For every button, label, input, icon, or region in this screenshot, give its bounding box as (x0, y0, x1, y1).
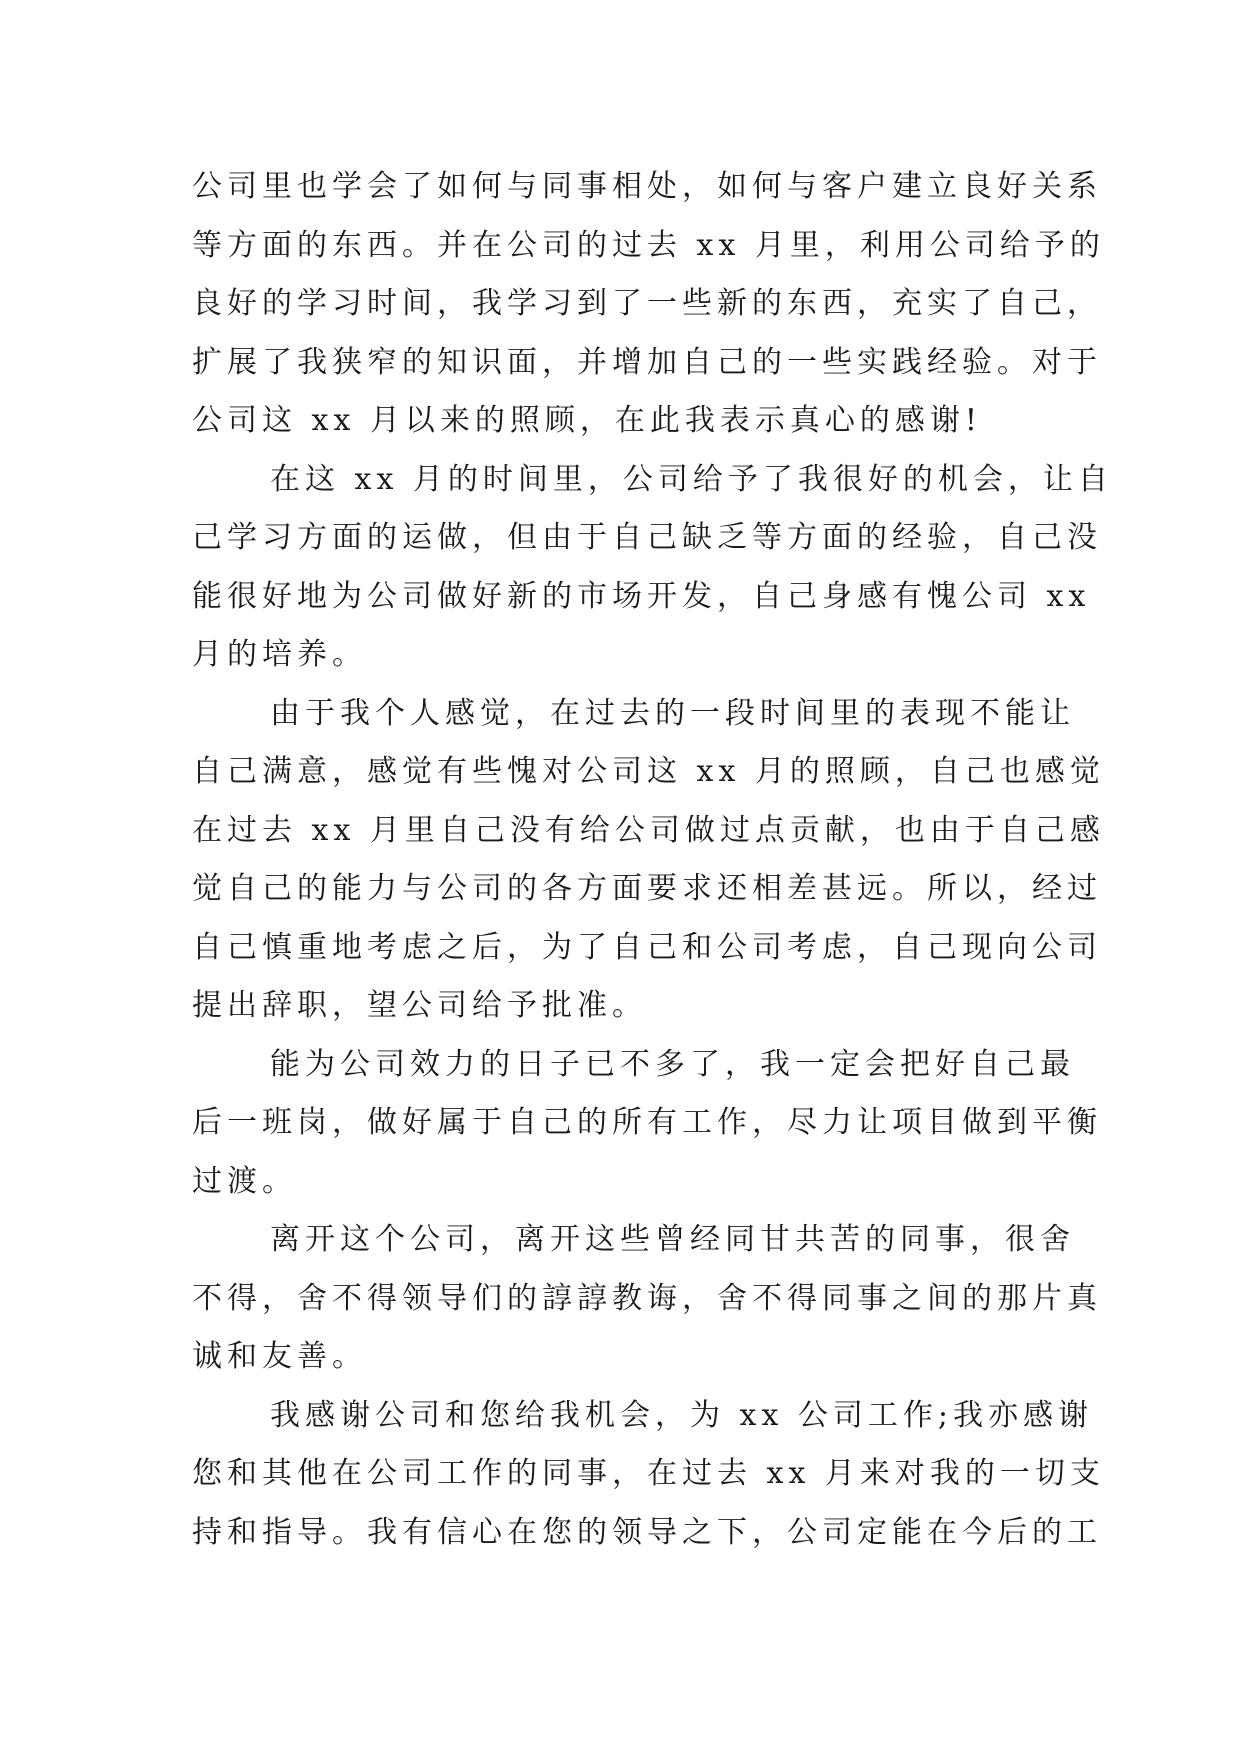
paragraph-first-line: 离开这个公司，离开这些曾经同甘共苦的同事，很舍 (270, 1222, 1075, 1257)
paragraph-first-line: 由于我个人感觉，在过去的一段时间里的表现不能让 (270, 695, 1075, 731)
text-line: 公司这 xx 月以来的照顾，在此我表示真心的感谢! (192, 403, 982, 438)
text-line: 过渡。 (192, 1163, 297, 1199)
text-line: 不得，舍不得领导们的諄諄教诲，舍不得同事之间的那片真 (192, 1280, 1102, 1316)
text-line: 扩展了我狭窄的知识面，并增加自己的一些实践经验。对于 (192, 344, 1102, 380)
text-line: 提出辞职，望公司给予批准。 (192, 988, 647, 1023)
text-line: 己学习方面的运做，但由于自己缺乏等方面的经验，自己没 (192, 520, 1102, 555)
text-line: 等方面的东西。并在公司的过去 xx 月里，利用公司给予的 (192, 227, 1105, 263)
text-line: 公司里也学会了如何与同事相处，如何与客户建立良好关系 (192, 169, 1102, 204)
letter-body (192, 158, 1113, 1562)
paragraph-first-line: 在这 xx 月的时间里，公司给予了我很好的机会，让自 (270, 461, 1113, 497)
text-line: 自己慎重地考虑之后，为了自己和公司考虑，自己现向公司 (192, 929, 1102, 965)
text-line: 持和指导。我有信心在您的领导之下，公司定能在今后的工 (192, 1514, 1102, 1550)
text-line: 后一班岗，做好属于自己的所有工作，尽力让项目做到平衡 (192, 1105, 1102, 1140)
text-line: 良好的学习时间，我学习到了一些新的东西，充实了自己， (192, 286, 1102, 321)
text-line: 能很好地为公司做好新的市场开发，自己身感有愧公司 xx (192, 578, 1091, 614)
text-line: 在过去 xx 月里自己没有给公司做过点贡献，也由于自己感 (192, 812, 1105, 848)
paragraph-first-line: 能为公司效力的日子已不多了，我一定会把好自己最 (270, 1046, 1075, 1082)
text-line: 月的培养。 (192, 637, 367, 672)
text-line: 觉自己的能力与公司的各方面要求还相差甚远。所以，经过 (192, 871, 1102, 906)
text-line: 您和其他在公司工作的同事，在过去 xx 月来对我的一切支 (192, 1456, 1105, 1491)
paragraph-first-line: 我感谢公司和您给我机会，为 xx 公司工作;我亦感谢 (270, 1397, 1094, 1433)
text-line: 诚和友善。 (192, 1339, 367, 1374)
text-line: 自己满意，感觉有些愧对公司这 xx 月的照顾，自己也感觉 (192, 754, 1105, 789)
